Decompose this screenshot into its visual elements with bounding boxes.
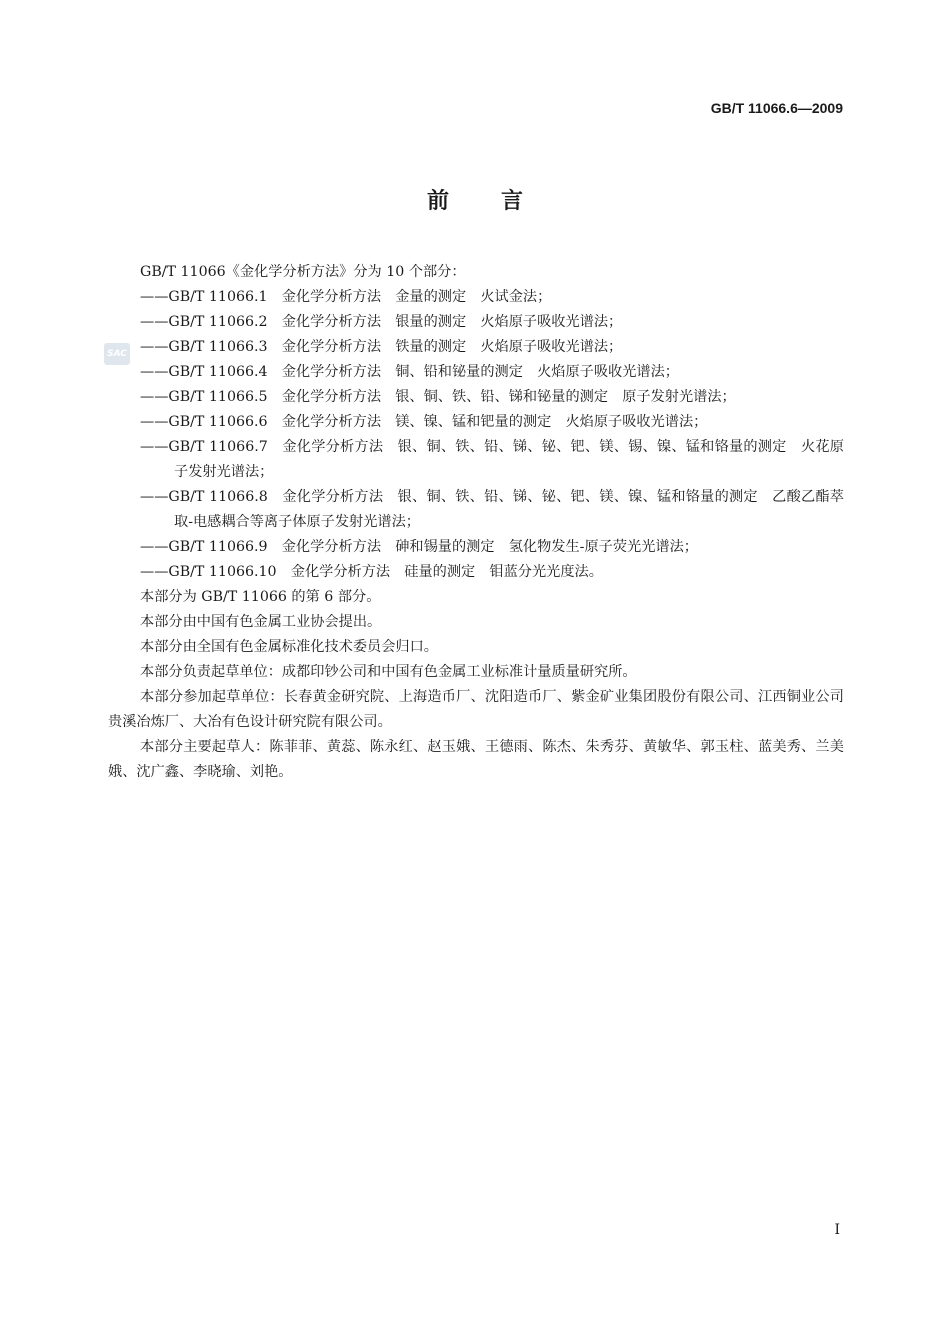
sac-watermark-logo: SAC: [104, 343, 130, 365]
part-list-item: ——GB/T 11066.3 金化学分析方法 铁量的测定 火焰原子吸收光谱法；: [140, 339, 623, 355]
page-number: I: [834, 1222, 840, 1238]
statement-paragraph: 本部分为 GB/T 11066 的第 6 部分。: [140, 589, 381, 605]
foreword-body: [108, 260, 844, 785]
intro-paragraph: GB/T 11066《金化学分析方法》分为 10 个部分：: [140, 264, 466, 280]
statement-paragraph: 本部分由中国有色金属工业协会提出。: [140, 614, 382, 630]
part-list-item: ——GB/T 11066.7 金化学分析方法 银、铜、铁、铅、锑、铋、钯、镁、锡、镍、锰和铬量的测定 火花原子发射光谱法；: [140, 439, 844, 480]
part-list-item: ——GB/T 11066.1 金化学分析方法 金量的测定 火试金法；: [140, 289, 552, 305]
part-list-item: ——GB/T 11066.2 金化学分析方法 银量的测定 火焰原子吸收光谱法；: [140, 314, 623, 330]
part-list-item: ——GB/T 11066.6 金化学分析方法 镁、镍、锰和钯量的测定 火焰原子吸收光谱法；: [140, 414, 708, 430]
statement-paragraph: 本部分主要起草人：陈菲菲、黄蕊、陈永红、赵玉娥、王德雨、陈杰、朱秀芬、黄敏华、郭玉柱、蓝美秀、兰美娥、沈广鑫、李晓瑜、刘艳。: [108, 739, 844, 780]
statement-paragraph: 本部分参加起草单位：长春黄金研究院、上海造币厂、沈阳造币厂、紫金矿业集团股份有限公司、江西铜业公司贵溪冶炼厂、大冶有色设计研究院有限公司。: [108, 689, 844, 730]
statement-paragraph: 本部分由全国有色金属标准化技术委员会归口。: [140, 639, 438, 655]
part-list-item: ——GB/T 11066.8 金化学分析方法 银、铜、铁、铅、锑、铋、钯、镁、镍、锰和铬量的测定 乙酸乙酯萃取-电感耦合等离子体原子发射光谱法；: [140, 489, 844, 530]
part-list-item: ——GB/T 11066.9 金化学分析方法 砷和锡量的测定 氢化物发生-原子荧光光谱法；: [140, 539, 698, 555]
standard-number: GB/T 11066.6—2009: [710, 100, 843, 116]
part-list-item: ——GB/T 11066.10 金化学分析方法 硅量的测定 钼蓝分光光度法。: [140, 564, 603, 580]
part-list-item: ——GB/T 11066.4 金化学分析方法 铜、铅和铋量的测定 火焰原子吸收光谱法；: [140, 364, 679, 380]
part-list-item: ——GB/T 11066.5 金化学分析方法 银、铜、铁、铅、锑和铋量的测定 原子发射光谱法；: [140, 389, 736, 405]
statement-paragraph: 本部分负责起草单位：成都印钞公司和中国有色金属工业标准计量质量研究所。: [140, 664, 637, 680]
page-title: 前言: [426, 189, 575, 214]
